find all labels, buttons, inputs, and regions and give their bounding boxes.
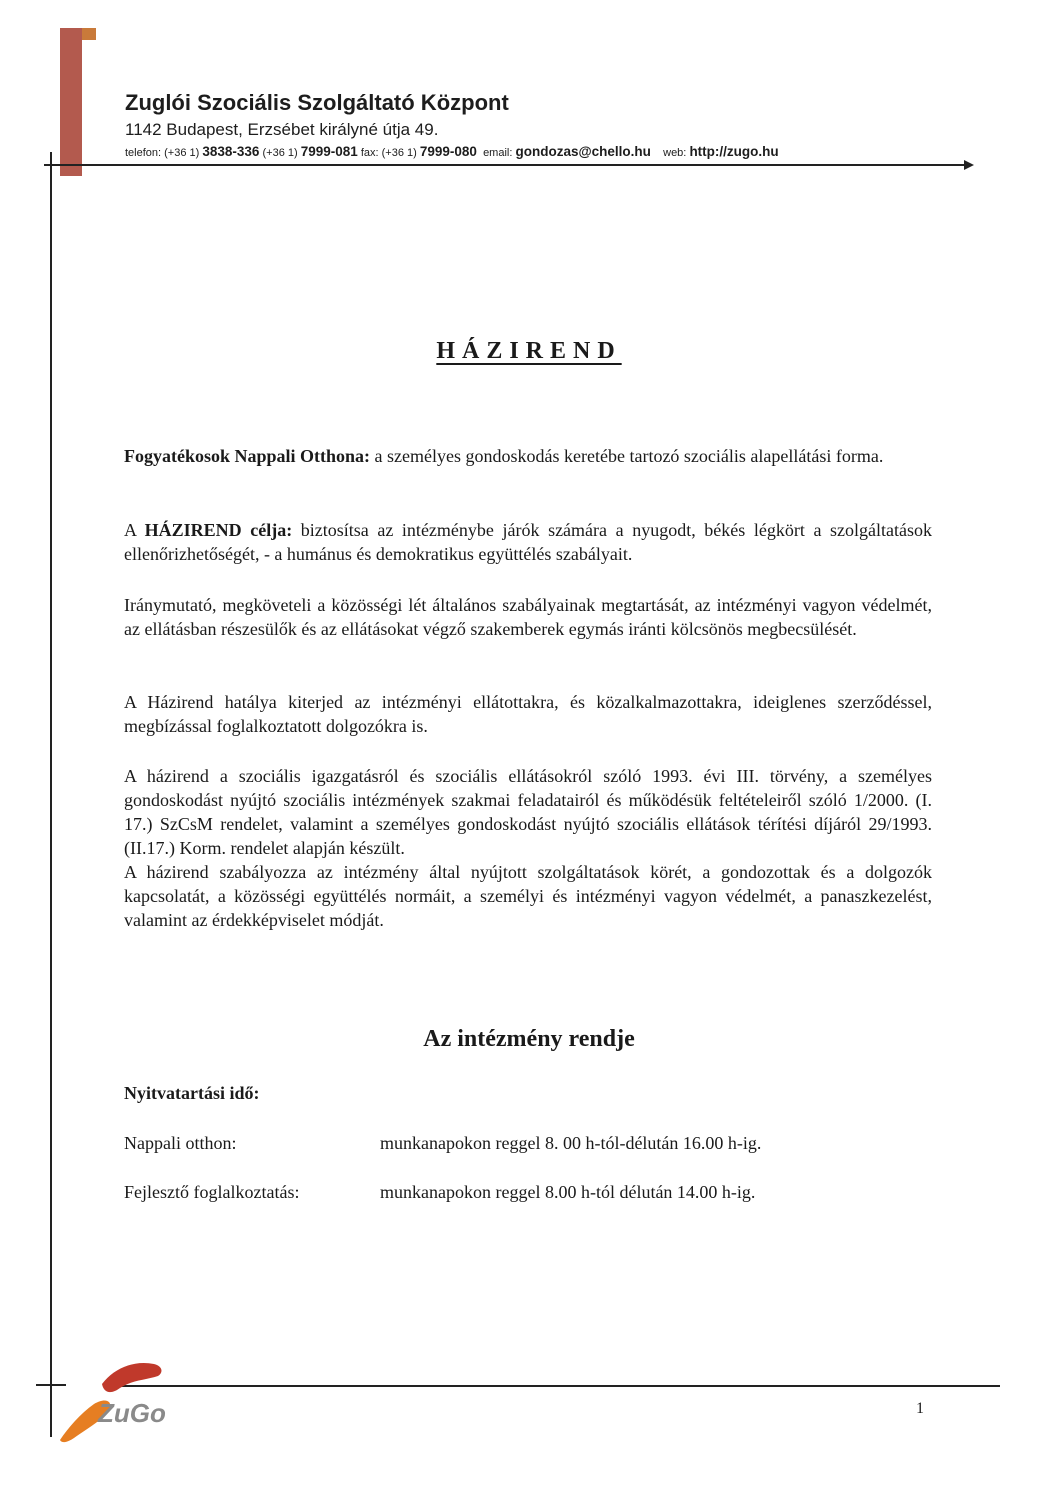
phone-2-prefix: (+36 1) (262, 147, 298, 159)
contact-line (125, 144, 779, 159)
fax-number: 7999-080 (419, 144, 477, 159)
margin-tick-top (44, 164, 56, 166)
organization-name: Zuglói Szociális Szolgáltató Központ (125, 90, 509, 115)
paragraph-purpose-pre: A (124, 520, 145, 540)
header-rule-arrow (964, 160, 974, 170)
paragraph-regulation-text: A házirend szabályozza az intézmény által nyújtott szolgáltatások körét, a gondozottak és a dolgozók kapcsolatát, a közösségi együttélés normáit, a személyi és intézményi vagyon védelmét, a panaszkezelést, valamint az érdekképviselet módját. (124, 862, 932, 930)
footer-rule (120, 1385, 1000, 1387)
paragraph-purpose-lead: HÁZIREND célja: (144, 520, 293, 540)
paragraph-purpose-text: biztosítsa az intézménybe járók számára a nyugodt, békés légkört a szolgáltatások ellenőrizhetőségét, - a humánus és demokratikus együttélés szabályait. (124, 520, 932, 564)
header-rule (46, 164, 966, 166)
brand-color-bar (60, 28, 82, 176)
document-title (0, 338, 1058, 365)
paragraph-legal-basis (124, 764, 932, 932)
zugo-logo (54, 1354, 179, 1444)
hours-value-day-home: munkanapokon reggel 8. 00 h-tól-délután 16.00 h-ig. (380, 1133, 762, 1153)
organization-address: 1142 Budapest, Erzsébet királyné útja 49. (125, 120, 439, 139)
document-title-text: HÁZIREND (436, 338, 622, 364)
phone-number-2: 7999-081 (300, 144, 358, 159)
paragraph-definition-text: a személyes gondoskodás keretébe tartozó szociális alapellátási forma. (370, 446, 884, 466)
web-label: web: (663, 147, 687, 159)
paragraph-legal-basis-text: A házirend a szociális igazgatásról és szociális ellátásokról szóló 1993. évi III. törvény, a személyes gondoskodást nyújtó szociális intézmények szakmai feladatairól és működésük feltételeiről szóló 1/2000. (I. 17.) SzCsM rendelet, valamint a személyes gondoskodást nyújtó szociális ellátások térítési díjáról 29/1993. (II.17.) Korm. rendelet alapján készült. (124, 766, 932, 858)
phone-number-1: 3838-336 (202, 144, 260, 159)
hours-label-day-home: Nappali otthon: (124, 1133, 237, 1153)
paragraph-scope: A Házirend hatálya kiterjed az intézményi ellátottakra, és közalkalmazottakra, ideiglenes szerződéssel, megbízással foglalkoztatott dolgozókra is. (124, 692, 932, 736)
fax-label: fax: (+36 1) (360, 147, 417, 159)
email-address: gondozas@chello.hu (515, 144, 651, 159)
paragraph-purpose (124, 518, 932, 566)
zugo-logo-graphic (54, 1354, 179, 1444)
paragraph-guidance: Iránymutató, megköveteli a közösségi lét általános szabályainak megtartását, az intézményi vagyon védelmét, az ellátásban részesülők és az ellátásokat végző szakemberek egymás iránti kölcsönös megbecsülését. (124, 595, 932, 639)
paragraph-definition (124, 444, 932, 468)
logo-wordmark: ZuGo (98, 1398, 166, 1428)
page-number: 1 (916, 1400, 924, 1417)
brand-color-accent (82, 28, 96, 40)
web-address: http://zugo.hu (689, 144, 779, 159)
email-label: email: (483, 147, 513, 159)
phone-label: telefon: (+36 1) (125, 147, 200, 159)
paragraph-definition-lead: Fogyatékosok Nappali Otthona: (124, 446, 371, 466)
hours-label-development: Fejlesztő foglalkoztatás: (124, 1182, 300, 1202)
opening-hours-heading: Nyitvatartási idő: (124, 1083, 260, 1103)
section-heading: Az intézmény rendje (423, 1026, 635, 1052)
hours-value-development: munkanapokon reggel 8.00 h-tól délután 14.00 h-ig. (380, 1182, 756, 1202)
logo-red-swoosh (102, 1363, 161, 1392)
